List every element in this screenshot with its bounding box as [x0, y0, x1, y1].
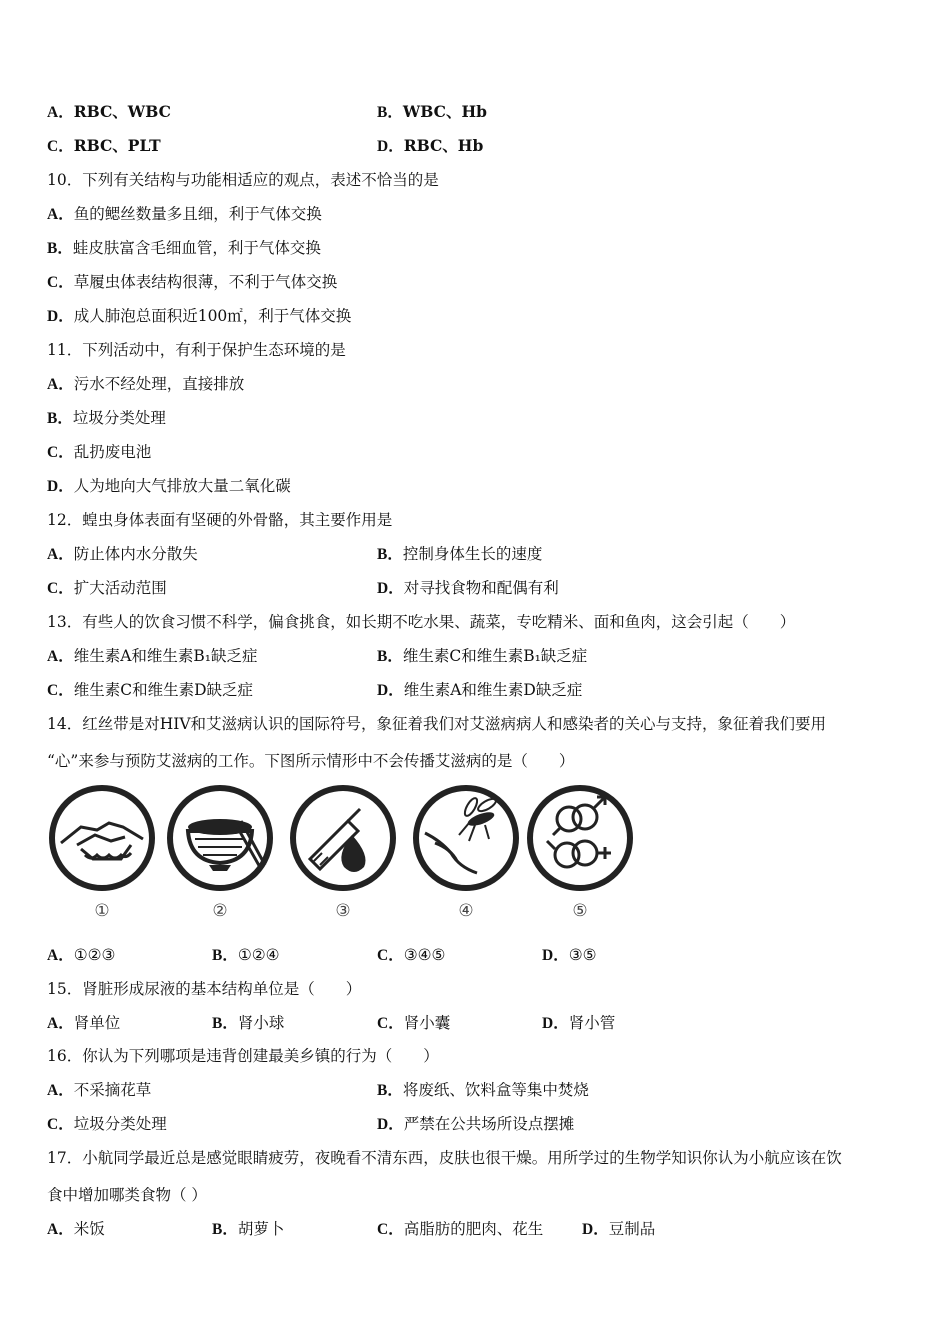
icon-number: ③: [335, 901, 351, 921]
option-label: D．: [377, 138, 404, 155]
option-label: D．: [542, 1015, 569, 1032]
option-label: C．: [377, 1221, 404, 1238]
option-label: C．: [377, 1015, 404, 1032]
option-text: 肾小球: [237, 1014, 285, 1032]
icon-number: ⑤: [572, 901, 588, 921]
option-text: 维生素A和维生素B₁缺乏症: [73, 647, 258, 665]
q9-option-d: [377, 136, 483, 157]
rice-bowl-icon: [165, 783, 275, 933]
option-label: C．: [47, 1116, 74, 1133]
q14-option-c: [377, 945, 445, 966]
q9-option-c: [47, 136, 161, 157]
option-text: 对寻找食物和配偶有利: [403, 579, 559, 597]
option-label: D．: [542, 947, 569, 964]
option-label: A．: [47, 648, 74, 665]
option-text: 胡萝卜: [237, 1220, 285, 1238]
q12-option-d: [377, 578, 559, 599]
option-text: ③⑤: [568, 946, 597, 964]
option-label: A．: [47, 546, 74, 563]
sex-symbols-icon-graphic: [525, 783, 635, 893]
icon-number: ①: [94, 901, 110, 921]
option-label: C．: [47, 682, 74, 699]
option-text: 肾小囊: [403, 1014, 451, 1032]
option-text: 扩大活动范围: [73, 579, 167, 597]
option-label: A．: [47, 206, 74, 223]
q12-option-a: [47, 544, 198, 565]
q17-stem-line2: 食中增加哪类食物（ ）: [47, 1186, 207, 1204]
option-text: 控制身体生长的速度: [402, 545, 543, 563]
syringe-blood-icon: [288, 783, 398, 933]
option-text: 肾单位: [73, 1014, 121, 1032]
q14-option-b: [212, 945, 280, 966]
option-text: 防止体内水分散失: [73, 545, 198, 563]
option-text: 维生素C和维生素B₁缺乏症: [402, 647, 588, 665]
option-label: D．: [377, 682, 404, 699]
q9-option-b: [377, 102, 487, 123]
option-label: A．: [47, 1082, 74, 1099]
sex-symbols-icon: [525, 783, 635, 933]
option-label: A．: [47, 1221, 74, 1238]
q11-option-d: [47, 476, 291, 497]
q16-option-a: [47, 1080, 151, 1101]
q14-figure: [47, 783, 647, 933]
option-text: 肾小管: [568, 1014, 616, 1032]
option-text: 垃圾分类处理: [72, 409, 166, 427]
option-label: D．: [377, 1116, 404, 1133]
option-label: A．: [47, 947, 74, 964]
option-label: C．: [47, 580, 74, 597]
q16-option-d: [377, 1114, 574, 1135]
option-text: 成人肺泡总面积近100㎡，利于气体交换: [73, 307, 352, 325]
q17-option-d: [582, 1219, 655, 1240]
option-text: WBC、Hb: [402, 102, 487, 121]
option-text: 维生素A和维生素D缺乏症: [403, 681, 583, 699]
option-text: 蛙皮肤富含毛细血管，利于气体交换: [72, 239, 321, 257]
q16-stem: 16．你认为下列哪项是违背创建最美乡镇的行为（ ）: [47, 1047, 439, 1065]
syringe-blood-icon-graphic: [288, 783, 398, 893]
q12-option-c: [47, 578, 167, 599]
option-text: RBC、Hb: [403, 136, 484, 155]
option-text: 草履虫体表结构很薄，不利于气体交换: [73, 273, 338, 291]
option-label: B．: [47, 410, 73, 427]
q11-option-c: [47, 442, 151, 463]
icon-number: ④: [458, 901, 474, 921]
option-text: 人为地向大气排放大量二氧化碳: [73, 477, 291, 495]
option-label: C．: [47, 274, 74, 291]
q12-option-b: [377, 544, 542, 565]
option-label: B．: [212, 1015, 238, 1032]
q10-option-a: [47, 204, 322, 225]
option-text: 维生素C和维生素D缺乏症: [73, 681, 253, 699]
q13-option-b: [377, 646, 587, 667]
q15-option-c: [377, 1013, 450, 1034]
option-label: D．: [582, 1221, 609, 1238]
option-label: B．: [377, 1082, 403, 1099]
handshake-icon: [47, 783, 157, 933]
option-text: 鱼的鳃丝数量多且细，利于气体交换: [73, 205, 322, 223]
q11-stem: 11．下列活动中，有利于保护生态环境的是: [47, 341, 346, 359]
q15-option-b: [212, 1013, 284, 1034]
option-label: B．: [212, 947, 238, 964]
q10-option-c: [47, 272, 337, 293]
option-text: ①②③: [73, 946, 116, 964]
q15-option-d: [542, 1013, 615, 1034]
option-text: RBC、PLT: [73, 136, 161, 155]
q14-stem-line1: 14．红丝带是对HIV和艾滋病认识的国际符号，象征着我们对艾滋病病人和感染者的关心与支持，象征着我们要用: [47, 715, 827, 733]
mosquito-bite-icon-graphic: [411, 783, 521, 893]
option-label: B．: [377, 104, 403, 121]
option-text: 垃圾分类处理: [73, 1115, 167, 1133]
q13-option-c: [47, 680, 253, 701]
q14-option-a: [47, 945, 115, 966]
q14-option-d: [542, 945, 597, 966]
q13-option-a: [47, 646, 258, 667]
option-label: C．: [47, 138, 74, 155]
option-label: A．: [47, 104, 74, 121]
option-label: D．: [47, 308, 74, 325]
option-text: 严禁在公共场所设点摆摊: [403, 1115, 575, 1133]
option-label: C．: [377, 947, 404, 964]
q17-option-a: [47, 1219, 105, 1240]
option-label: C．: [47, 444, 74, 461]
q14-stem-line2: “心”来参与预防艾滋病的工作。下图所示情形中不会传播艾滋病的是（ ）: [47, 752, 575, 770]
q11-option-a: [47, 374, 244, 395]
option-label: B．: [377, 648, 403, 665]
option-text: 乱扔废电池: [73, 443, 152, 461]
option-text: ③④⑤: [403, 946, 446, 964]
option-label: D．: [47, 478, 74, 495]
q15-option-a: [47, 1013, 120, 1034]
option-text: RBC、WBC: [73, 102, 171, 121]
option-label: B．: [212, 1221, 238, 1238]
icon-number: ②: [212, 901, 228, 921]
q16-option-c: [47, 1114, 167, 1135]
option-label: D．: [377, 580, 404, 597]
q13-stem: 13．有些人的饮食习惯不科学，偏食挑食，如长期不吃水果、蔬菜，专吃精米、面和鱼肉，这会引起（ ）: [47, 613, 796, 631]
rice-bowl-icon-graphic: [165, 783, 275, 893]
q10-option-b: [47, 238, 321, 259]
q9-option-a: [47, 102, 171, 123]
option-text: 高脂肪的肥肉、花生: [403, 1220, 544, 1238]
q12-stem: 12．蝗虫身体表面有坚硬的外骨骼，其主要作用是: [47, 511, 393, 529]
q16-option-b: [377, 1080, 589, 1101]
option-text: 米饭: [73, 1220, 105, 1238]
option-text: 将废纸、饮料盒等集中焚烧: [402, 1081, 589, 1099]
q10-option-d: [47, 306, 351, 327]
handshake-icon-graphic: [47, 783, 157, 893]
q17-option-c: [377, 1219, 543, 1240]
option-label: A．: [47, 376, 74, 393]
mosquito-bite-icon: [411, 783, 521, 933]
option-text: 不采摘花草: [73, 1081, 152, 1099]
q13-option-d: [377, 680, 582, 701]
q11-option-b: [47, 408, 166, 429]
option-text: 豆制品: [608, 1220, 656, 1238]
q10-stem: 10．下列有关结构与功能相适应的观点，表述不恰当的是: [47, 171, 439, 189]
option-label: B．: [377, 546, 403, 563]
q15-stem: 15．肾脏形成尿液的基本结构单位是（ ）: [47, 980, 362, 998]
option-label: A．: [47, 1015, 74, 1032]
q17-option-b: [212, 1219, 284, 1240]
option-text: 污水不经处理，直接排放: [73, 375, 245, 393]
q17-stem-line1: 17．小航同学最近总是感觉眼睛疲劳，夜晚看不清东西，皮肤也很干燥。用所学过的生物学知识你认为小航应该在饮: [47, 1149, 842, 1167]
option-label: B．: [47, 240, 73, 257]
option-text: ①②④: [237, 946, 280, 964]
